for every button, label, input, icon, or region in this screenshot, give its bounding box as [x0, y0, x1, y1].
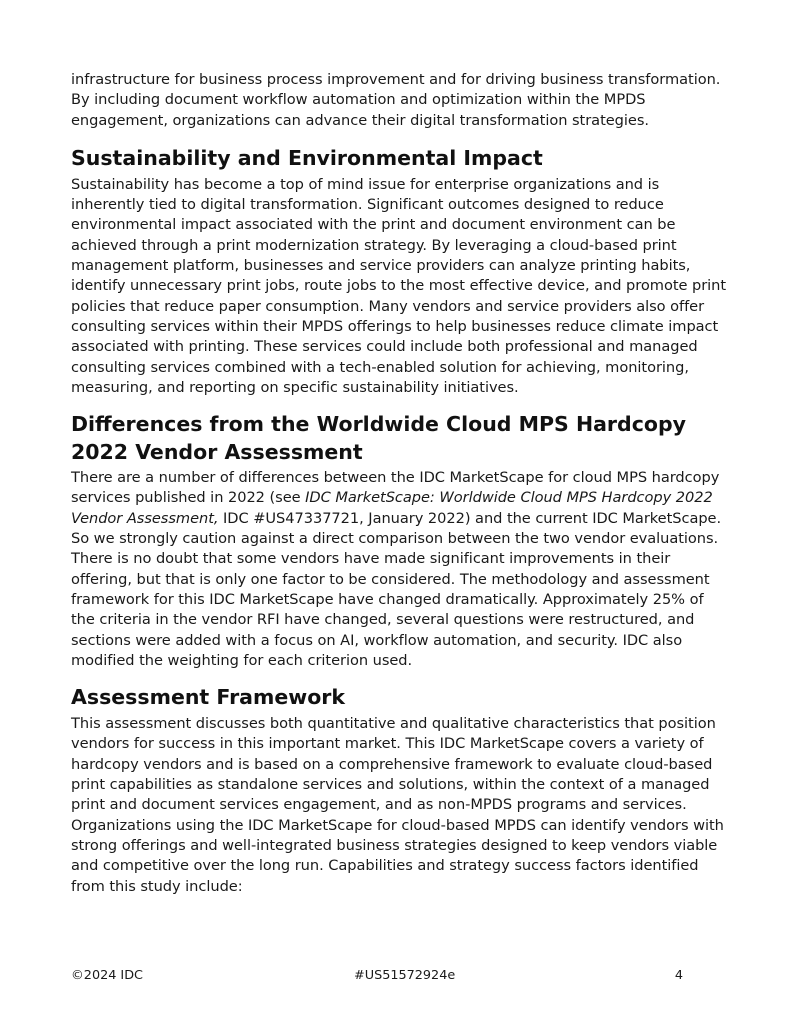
document-page [71, 70, 731, 897]
footer-document-id: #US51572924e [354, 968, 456, 983]
differences-paragraph [71, 468, 731, 671]
differences-text-after: IDC #US47337721, January 2022) and the current IDC MarketScape. So we strongly caution against a direct comparison between the two vendor evaluations. There is no doubt that some vendors have made significant improvements in their offering, but that is only one factor to be considered. The methodology and assessment framework for this IDC MarketScape have changed dramatically. Approximately 25% of the criteria in the vendor RFI have changed, several questions were restructured, and sections were added with a focus on AI, workflow automation, and security. IDC also modified the weighting for each criterion used. [71, 509, 722, 669]
differences-text-before: There are a number of differences between the IDC MarketScape for cloud MPS hardcopy services published in 2022 (see [71, 469, 720, 507]
intro-paragraph: infrastructure for business process improvement and for driving business transformation. By including document workflow automation and optimization within the MPDS engagement, organizations can advance their digital transformation strategies. [71, 71, 721, 129]
footer-page-number: 4 [674, 968, 683, 983]
assessment-framework-heading: Assessment Framework [71, 685, 346, 710]
footer-copyright: ©2024 IDC [71, 968, 143, 983]
sustainability-heading: Sustainability and Environmental Impact [71, 145, 543, 170]
assessment-framework-paragraph: This assessment discusses both quantitative and qualitative characteristics that position vendors for success in this important market. This IDC MarketScape covers a variety of hardcopy vendors and is based on a comprehensive framework to evaluate cloud-based print capabilities as standalone services and solutions, within the context of a managed print and document services engagement, and as non-MPDS programs and services. Organizations using the IDC MarketScape for cloud-based MPDS can identify vendors with strong offerings and well-integrated business strategies designed to keep vendors viable and competitive over the long run. Capabilities and strategy success factors identified from this study include: [71, 715, 724, 895]
cited-report-title: IDC MarketScape: Worldwide Cloud MPS Hardcopy 2022 Vendor Assessment, [71, 489, 713, 527]
differences-heading: Differences from the Worldwide Cloud MPS Hardcopy 2022 Vendor Assessment [71, 412, 686, 465]
sustainability-paragraph: Sustainability has become a top of mind issue for enterprise organizations and is inherently tied to digital transformation. Significant outcomes designed to reduce environmental impact associated with the print and document environment can be achieved through a print modernization strategy. By leveraging a cloud-based print management platform, businesses and service providers can analyze printing habits, identify unnecessary print jobs, route jobs to the most effective device, and promote print policies that reduce paper consumption. Many vendors and service providers also offer consulting services within their MPDS offerings to help businesses reduce climate impact associated with printing. These services could include both professional and managed consulting services combined with a tech-enabled solution for achieving, monitoring, measuring, and reporting on specific sustainability initiatives. [71, 175, 727, 396]
